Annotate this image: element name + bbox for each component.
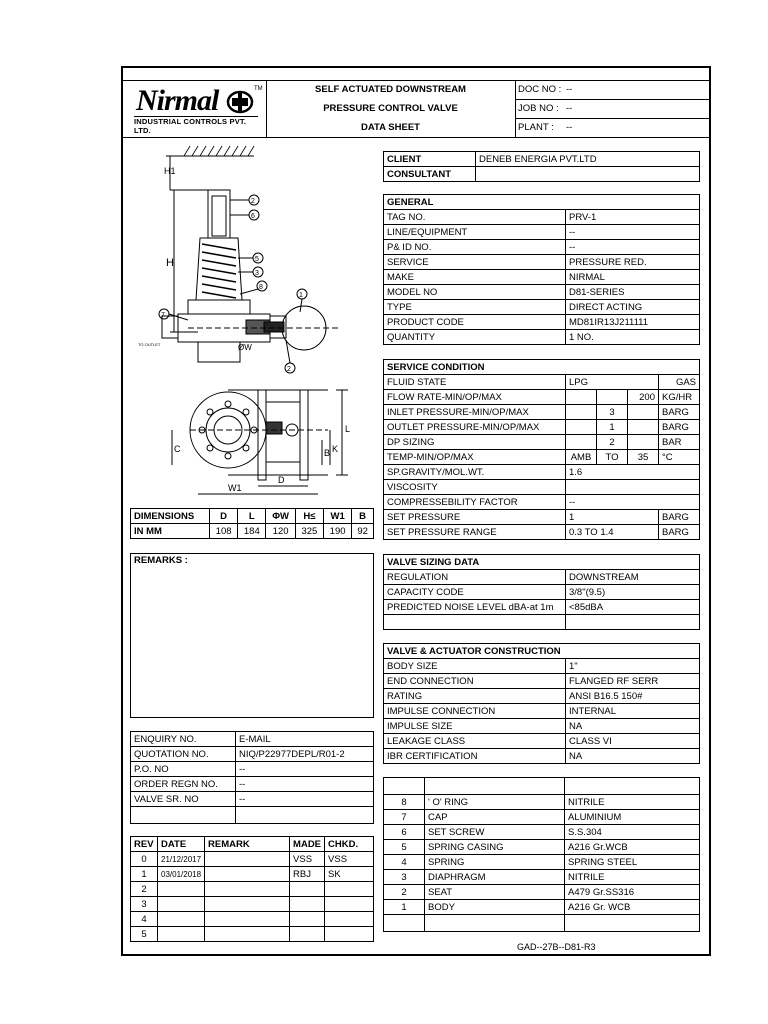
general-title: GENERAL (384, 195, 700, 210)
balloon-5: 5 (255, 256, 259, 263)
title-line-3: DATA SHEET (361, 122, 420, 133)
balloon-3: 3 (255, 270, 259, 277)
general-value: DIRECT ACTING (566, 300, 700, 315)
valve-technical-drawing (128, 140, 380, 502)
made-cell: RBJ (290, 867, 325, 882)
construction-value: NA (566, 749, 700, 764)
rev-cell: 3 (131, 897, 158, 912)
part-material: NITRILE (565, 870, 700, 885)
enquiry-value: -- (236, 792, 374, 807)
balloon-2b: 2 (287, 366, 291, 373)
job-no-value: -- (566, 103, 573, 114)
date-header: DATE (158, 837, 205, 852)
title-line-1: SELF ACTUATED DOWNSTREAM (315, 84, 466, 95)
construction-value: 1" (566, 659, 700, 674)
plant-label: PLANT : (518, 122, 554, 133)
chkd-cell: VSS (325, 852, 374, 867)
part-name: SET SCREW (425, 825, 565, 840)
header-bottom-rule (121, 137, 711, 138)
header-row-rule (515, 118, 711, 119)
made-cell (290, 897, 325, 912)
temp-to: TO (597, 450, 628, 465)
part-material: S.S.304 (565, 825, 700, 840)
plant-value: -- (566, 122, 573, 133)
part-name: SEAT (425, 885, 565, 900)
general-label: MODEL NO (384, 285, 566, 300)
general-value: D81-SERIES (566, 285, 700, 300)
chkd-cell: SK (325, 867, 374, 882)
date-cell (158, 897, 205, 912)
part-name: BODY (425, 900, 565, 915)
flow-label: FLOW RATE-MIN/OP/MAX (384, 390, 566, 405)
construction-value: FLANGED RF SERR (566, 674, 700, 689)
dim-col-d: D (210, 509, 238, 524)
general-label: PRODUCT CODE (384, 315, 566, 330)
dim-label-k: K (332, 444, 339, 454)
inlet-op: 3 (597, 405, 628, 420)
made-cell (290, 882, 325, 897)
balloon-1: 1 (299, 292, 303, 299)
dim-val-b: 92 (352, 524, 374, 539)
rev-cell: 4 (131, 912, 158, 927)
logo-trademark: TM (254, 86, 263, 92)
fluid-state-unit: GAS (659, 375, 700, 390)
remark-cell (205, 927, 290, 942)
made-header: MADE (290, 837, 325, 852)
service-title: SERVICE CONDITION (384, 360, 700, 375)
remark-cell (205, 897, 290, 912)
set-pressure-value: 1 (566, 510, 659, 525)
part-material: A479 Gr.SS316 (565, 885, 700, 900)
rev-header: REV (131, 837, 158, 852)
sg-label: SP.GRAVITY/MOL.WT. (384, 465, 566, 480)
viscosity-label: VISCOSITY (384, 480, 566, 495)
logo-valve-icon (226, 90, 254, 114)
date-cell (158, 927, 205, 942)
sizing-value: 3/8"(9.5) (566, 585, 700, 600)
construction-value: ANSI B16.5 150# (566, 689, 700, 704)
part-material: A216 Gr.WCB (565, 840, 700, 855)
dim-col-b: B (352, 509, 374, 524)
dim-label-w1: W1 (228, 483, 242, 493)
part-name: DIAPHRAGM (425, 870, 565, 885)
construction-label: BODY SIZE (384, 659, 566, 674)
general-value: PRV-1 (566, 210, 700, 225)
set-pressure-label: SET PRESSURE (384, 510, 566, 525)
part-material: ALUMINIUM (565, 810, 700, 825)
balloon-6: 6 (251, 213, 255, 220)
job-no-label: JOB NO : (518, 103, 559, 114)
dimensions-unit: IN MM (131, 524, 210, 539)
sizing-value (566, 615, 700, 630)
sizing-label: CAPACITY CODE (384, 585, 566, 600)
part-name: ' O' RING (425, 795, 565, 810)
remark-cell (205, 867, 290, 882)
remark-cell (205, 852, 290, 867)
doc-no-label: DOC NO : (518, 84, 562, 95)
dim-col-l: L (238, 509, 266, 524)
temp-min: AMB (566, 450, 597, 465)
dim-label-c: C (174, 444, 181, 454)
dim-val-w1: 190 (324, 524, 352, 539)
fluid-state-value: LPG (566, 375, 659, 390)
dim-val-h: 325 (295, 524, 323, 539)
parts-table (383, 777, 700, 932)
chkd-cell (325, 882, 374, 897)
construction-label: RATING (384, 689, 566, 704)
revision-table (130, 836, 374, 942)
compressibility-label: COMPRESSEBILITY FACTOR (384, 495, 566, 510)
part-no: 5 (384, 840, 425, 855)
temp-label: TEMP-MIN/OP/MAX (384, 450, 566, 465)
dim-val-l: 184 (238, 524, 266, 539)
sizing-label: REGULATION (384, 570, 566, 585)
fluid-state-label: FLUID STATE (384, 375, 566, 390)
inlet-label: INLET PRESSURE-MIN/OP/MAX (384, 405, 566, 420)
general-value: MD81IR13J211111 (566, 315, 700, 330)
dim-col-h: H≤ (295, 509, 323, 524)
sg-value: 1.6 (566, 465, 700, 480)
dimensions-label: DIMENSIONS (131, 509, 210, 524)
flow-max: 200 (628, 390, 659, 405)
inlet-unit: BARG (659, 405, 700, 420)
title-line-2: PRESSURE CONTROL VALVE (323, 103, 458, 114)
remark-header: REMARK (205, 837, 290, 852)
temp-unit: °C (659, 450, 700, 465)
doc-no-value: -- (566, 84, 573, 95)
construction-title: VALVE & ACTUATOR CONSTRUCTION (384, 644, 700, 659)
date-cell: 21/12/2017 (158, 852, 205, 867)
part-no: 7 (384, 810, 425, 825)
enquiry-table (130, 731, 374, 824)
temp-max: 35 (628, 450, 659, 465)
part-material: A216 Gr. WCB (565, 900, 700, 915)
remark-cell (205, 882, 290, 897)
construction-value: CLASS VI (566, 734, 700, 749)
date-cell: 03/01/2018 (158, 867, 205, 882)
dp-unit: BAR (659, 435, 700, 450)
enquiry-value: E-MAIL (236, 732, 374, 747)
general-label: LINE/EQUIPMENT (384, 225, 566, 240)
general-label: QUANTITY (384, 330, 566, 345)
enquiry-label: QUOTATION NO. (131, 747, 236, 762)
logo-wordmark: Nirmal (136, 84, 219, 117)
construction-label: END CONNECTION (384, 674, 566, 689)
flow-unit: KG/HR (659, 390, 700, 405)
general-value: -- (566, 225, 700, 240)
made-cell (290, 912, 325, 927)
part-name: SPRING CASING (425, 840, 565, 855)
viscosity-value (566, 480, 700, 495)
client-table (383, 151, 700, 182)
rev-cell: 2 (131, 882, 158, 897)
enquiry-value: NIQ/P22977DEPL/R01-2 (236, 747, 374, 762)
sizing-value: <85dBA (566, 600, 700, 615)
enquiry-value: -- (236, 777, 374, 792)
part-no: 6 (384, 825, 425, 840)
enquiry-label: ORDER REGN NO. (131, 777, 236, 792)
dim-label-d: D (278, 475, 285, 485)
dim-label-b: B (324, 448, 331, 458)
date-cell (158, 882, 205, 897)
enquiry-label: VALVE SR. NO (131, 792, 236, 807)
general-value: -- (566, 240, 700, 255)
general-label: SERVICE (384, 255, 566, 270)
part-material: NITRILE (565, 795, 700, 810)
set-pressure-unit: BARG (659, 510, 700, 525)
sizing-label: PREDICTED NOISE LEVEL dBA-at 1m (384, 600, 566, 615)
part-no: 4 (384, 855, 425, 870)
dim-val-d: 108 (210, 524, 238, 539)
general-table (383, 194, 700, 345)
dim-col-w1: W1 (324, 509, 352, 524)
valve-sizing-table (383, 554, 700, 630)
sizing-title: VALVE SIZING DATA (384, 555, 700, 570)
outlet-unit: BARG (659, 420, 700, 435)
part-no: 3 (384, 870, 425, 885)
chkd-header: CHKD. (325, 837, 374, 852)
dim-label-h1: H1 (164, 166, 176, 176)
sizing-value: DOWNSTREAM (566, 570, 700, 585)
enquiry-value: -- (236, 762, 374, 777)
header-top-rule (121, 80, 711, 81)
consultant-label: CONSULTANT (384, 167, 476, 182)
remarks-label: REMARKS : (134, 555, 188, 566)
dim-val-w: 120 (266, 524, 295, 539)
balloon-7: 7 (161, 312, 165, 319)
set-range-unit: BARG (659, 525, 700, 540)
general-label: P& ID NO. (384, 240, 566, 255)
rev-cell: 0 (131, 852, 158, 867)
enquiry-label: P.O. NO (131, 762, 236, 777)
construction-label: LEAKAGE CLASS (384, 734, 566, 749)
dp-label: DP SIZING (384, 435, 566, 450)
construction-table (383, 643, 700, 764)
construction-value: INTERNAL (566, 704, 700, 719)
construction-label: IMPULSE CONNECTION (384, 704, 566, 719)
made-cell (290, 927, 325, 942)
set-range-label: SET PRESSURE RANGE (384, 525, 566, 540)
construction-value: NA (566, 719, 700, 734)
client-value: DENEB ENERGIA PVT.LTD (476, 152, 700, 167)
header-row-rule (515, 99, 711, 100)
drawing-code: GAD--27B--D81-R3 (517, 942, 596, 952)
dp-op: 2 (597, 435, 628, 450)
part-no: 1 (384, 900, 425, 915)
construction-label: IMPULSE SIZE (384, 719, 566, 734)
dim-label-h: H (166, 257, 174, 269)
general-value: 1 NO. (566, 330, 700, 345)
part-name: CAP (425, 810, 565, 825)
dim-label-phiw: ØW (238, 343, 252, 352)
balloon-2: 2 (251, 198, 255, 205)
chkd-cell (325, 927, 374, 942)
client-label: CLIENT (384, 152, 476, 167)
balloon-8: 8 (259, 284, 263, 291)
rev-cell: 1 (131, 867, 158, 882)
chkd-cell (325, 912, 374, 927)
general-label: MAKE (384, 270, 566, 285)
consultant-value (476, 167, 700, 182)
general-value: PRESSURE RED. (566, 255, 700, 270)
dimensions-table (130, 508, 374, 539)
part-material: SPRING STEEL (565, 855, 700, 870)
dim-label-l: L (345, 424, 351, 434)
general-value: NIRMAL (566, 270, 700, 285)
made-cell: VSS (290, 852, 325, 867)
part-name: SPRING (425, 855, 565, 870)
general-label: TAG NO. (384, 210, 566, 225)
company-name: INDUSTRIAL CONTROLS PVT. LTD. (134, 117, 247, 135)
date-cell (158, 912, 205, 927)
company-logo (128, 84, 262, 134)
general-label: TYPE (384, 300, 566, 315)
part-no: 8 (384, 795, 425, 810)
set-range-value: 0.3 TO 1.4 (566, 525, 659, 540)
service-condition-table (383, 359, 700, 540)
remarks-box (130, 553, 374, 718)
dim-col-w: ΦW (266, 509, 295, 524)
compressibility-value: -- (566, 495, 700, 510)
part-no: 2 (384, 885, 425, 900)
header-divider-2 (515, 80, 516, 137)
enquiry-label: ENQUIRY NO. (131, 732, 236, 747)
chkd-cell (325, 897, 374, 912)
outlet-label: OUTLET PRESSURE-MIN/OP/MAX (384, 420, 566, 435)
construction-label: IBR CERTIFICATION (384, 749, 566, 764)
outlet-op: 1 (597, 420, 628, 435)
remark-cell (205, 912, 290, 927)
rev-cell: 5 (131, 927, 158, 942)
sizing-label (384, 615, 566, 630)
to-outlet-label: TO OUTLET (138, 342, 161, 347)
